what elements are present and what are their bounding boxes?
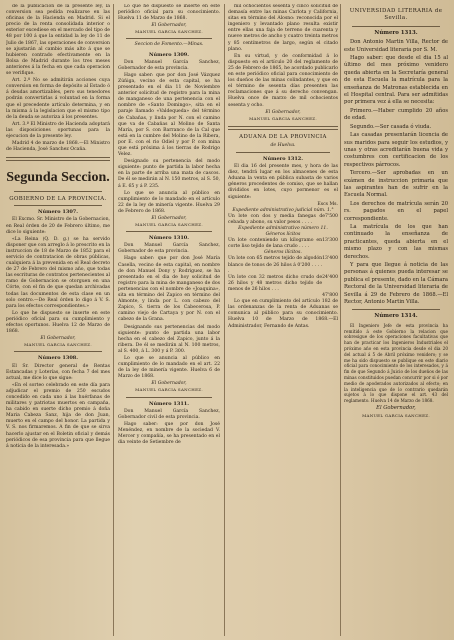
- paragraph: Hago saber: que por don José Vázquez Zúñiga, vecino de esta capital, se ha presentado en el dia 11 de Noviembre anterior solicitud de registro para la mina de manganeso de una pertenencia con el nombre de «Santo Domingo», sita en el paraje llamado «Valdequeda» del término de Cabañas, y linda por N. con el camino que va de Cabañas al Molino de Santa María, por S. con Barranco de la Cal que está en la cumbre del Molino de la Ribera, por E. con el rio Odiel y por P. con mina que está próxima á los tierras de Rodrigo Velez.: [118, 72, 220, 158]
- divider: [126, 38, 212, 39]
- signature-title: El Gobernador,: [151, 23, 187, 29]
- column-2: [118, 4, 220, 636]
- notice-number: Número 1313.: [374, 29, 418, 36]
- notice-number: Número 1310.: [148, 235, 190, 242]
- notice-number: Número 1307.: [37, 209, 79, 216]
- universidad-heading: UNIVERSIDAD LITERARIA de Sevilla.: [349, 8, 443, 22]
- paragraph: Don Manuel García Sanchez, Gobernador de esta provincia.: [118, 59, 220, 71]
- signature-name: MANUEL GARCIA SANCHEZ.: [24, 342, 92, 348]
- column-rule: [113, 4, 114, 636]
- divider: [14, 205, 102, 206]
- column-1: [6, 4, 110, 636]
- paragraph: Lo que se anuncia al público en cumplimiento de lo mandado en el art. 22 de la ley de minería vigente. Huelva 6 de Marzo de 1868.: [118, 355, 220, 380]
- signature-title: El Gobernador,: [376, 405, 416, 411]
- signature-title: El Gobernador,: [151, 381, 187, 387]
- aduana-heading: ADUANA DE LA PROVINCIA: [239, 133, 327, 140]
- signature-name: MANUEL GARCIA SANCHEZ.: [135, 29, 203, 35]
- paragraph: Madrid 4 de marzo de 1868.—El Ministro de Hacienda, José Sanchez Ocaña.: [6, 141, 110, 153]
- paragraph: Designado su pertenencia del modo siguiente: punto de partida la labor hecha en la parte de arriba una mata de cascos. De él se medirán al N. 150 metros, al S. 50, á E. 65 y á P. 235.: [118, 159, 220, 189]
- paragraph: «La Reina (Q. D. g.) se ha servido disponer que con arreglo á lo prescrito en la instruccion de 18 de Marzo de 1852 para el servicio de contratacion de obras públicas, cualquiera á la prevenida en el Real decreto de 27 de Febrero del mismo año, que todas las escrituras de contratos pertenecientes al ramo de Gobernacion se otorguen en una Córte, con el fin de que quedan archivadas todas las documentos de esta clase en un solo centro.—De Real órden lo digo á V. S. para los efectos correspondientes.»: [6, 236, 110, 309]
- lot-text: Un lote con 32 metros dicho crudo de 26 hilos y 48 metros dicho tejido de menos de 26 hilos . . .: [228, 274, 323, 292]
- paragraph: En su virtud, y de conformidad á lo dispuesto en el artículo 20 del reglamento de 25 de Febrero de 1865, he acordado publicarlo en este periódico oficial para conocimiento de los dueños de las minas colindantes, y que en el término de sesenta días presenten las reclamaciones que á su derecho convengan. Huelva once de marzo de mil ochocientos sesenta y ocho.: [228, 53, 338, 108]
- paragraph: El Excmo. Sr. Ministro de la Gobernacion, en Real órden de 20 de Febrero último, me dice lo siguiente:: [6, 217, 110, 235]
- paragraph: Don Antonio Martin Villa, Rector de este Universidad literaria por S. M.: [344, 39, 448, 53]
- column-rule: [340, 4, 341, 636]
- paragraph: «En el sorteo celebrado en este día para adjudicar el premio de 250 escudos concedido en cada uno á las huérfanas de militares y patriotas muertos en campaña, ha cabido en suerte dicho premio á doña Maria Cabeza Sanz, hija de don Juan, muerto en el campo del honor. La partida y V. S. nos firmaremos. A fin de que se sirva hacerlo ajustar en el Boletin oficial y demás periódicos de esa provincia para que llegue á noticia de la interesada.»: [6, 382, 110, 449]
- divider: [14, 191, 102, 192]
- paragraph: El Sr. Director general de Rentas Estancadas y Loterías, con fecha 7 del mes actual, me dice lo que sigue:: [6, 363, 110, 381]
- genre-label: Géneros ilícitos.: [264, 250, 302, 256]
- paragraph: Art. 2.º No se admitirán acciones cuya conversion en forma de depósito al Estado ó á deudas amortizables, pero sus tenedores podrán convertirlas á voluntad en la forma que el precedente artículo determina, y en la misma á la legislacion que el mismo tipo de la deuda se autoriza á los presentes.: [6, 78, 110, 120]
- divider: [6, 157, 110, 161]
- notice-number: Número 1312.: [262, 155, 304, 162]
- paragraph: El dia 16 del presente mes, y hora de las diez, tendrá lugar en los almacenes de esta Aduana la venta en pública subasta de varios géneros procedentes de comiso, que se hallan divididos en lotes, cuyo pormenor es el siguiente:: [228, 164, 338, 200]
- divider: [126, 397, 212, 398]
- escs-label: Escs Ms.: [317, 201, 338, 207]
- divider: [352, 26, 440, 27]
- divider: [352, 309, 440, 310]
- paragraph: Hago saber: que por don José María Casella, vecino de esta capital, en nombre de don Manuel Dony y Rodriguez, se ha presentado en el dia de hoy solicitud de registro para la mina de manganeso de dos pertenencias con el nombre de «Joaquina», sita en término del Zapico en término del Almonte, y linda por L. con cabezo del Zapico, S. tierra de los Cabecerosa, P. camino viejo de Cartaya y por N. con el cabezo de la Grana.: [118, 256, 220, 323]
- paragraph: El Ingeniero Jefe de esta provincia ha remitido á este Gobierno la relacion que sobresigue de los operaciones facultativas que han de practicar los Ingenieros Industriales el próximo año en esta provincia desde el dia 20 del actual á 5 de Abril próximo venidero; y se me ha sido dispuesto se publique en este diario oficial para conocimiento de los interesados, y á fin de que Segundo á Juicio de los dueños de las minas constituidos puedan concurrir por si ó por medio de apoderados autorizados al efecto; en la inteligencia que de lo contrario quedarán sujetos á lo que dispone el art. 43 del reglamento. Huelva 14 de Marzo de 1868.: [344, 322, 448, 404]
- signature-title: El Gobernador,: [265, 109, 301, 115]
- paragraph: Don Manuel García Sanchez, Gobernador de esta provincia.: [118, 243, 220, 255]
- divider: [126, 231, 212, 232]
- notice-number: Número 1308.: [37, 355, 79, 362]
- paragraph: Lo que se anuncia al público en cumplimiento de lo mandado en el artículo 22 de la ley de minería vigente. Huelva 29 de Febrero de 1868.: [118, 190, 220, 214]
- lot-value: 7'500: [325, 213, 338, 219]
- signature-name: MANUEL GARCIA SANCHEZ.: [362, 413, 430, 419]
- column-3: [228, 4, 338, 636]
- paragraph: Las casadas presentarán licencia de sus maridos para seguir los estudios, y unas y otras acreditarán buena vida y costumbres con certificacion de los respectivos párrocos.: [344, 132, 448, 168]
- lot-value: 13'300: [322, 238, 338, 244]
- aduana-place: de Huelva.: [270, 142, 296, 148]
- divider: [14, 351, 102, 352]
- signature-name: MANUEL GARCIA SANCHEZ.: [135, 387, 203, 393]
- paragraph: Los derechos de matrícula serán 20 rs. pagados en el papel correspondiente.: [344, 200, 448, 222]
- notice-number: Número 1314.: [374, 313, 418, 320]
- signature-name: MANUEL GARCIA SANCHEZ.: [135, 222, 203, 228]
- total-value: 47'800: [322, 293, 338, 299]
- expediente-label: Expediente administrativo número 11.: [238, 226, 328, 231]
- paragraph: Lo que en cumplimiento del artículo 182 de las ordenanzas de la renta de Aduanas se comunica al público para su conocimiento. Huelva 10 de Marzo de 1868.—El Administrador, Fernando de Antas.: [228, 299, 338, 329]
- paragraph: Art. 3.º El Ministro de Hacienda adoptará las disposiciones oportunas para la ejecucion de la presente ley.: [6, 121, 110, 139]
- divider: [236, 152, 330, 153]
- paragraph: Hago saber: que desde el dia 15 al último del mes próximo venidero queda abierta en la Secretaría general de esta Escuela la matrícula para la enseñanza de Matronas establecida en el Hospital central. Para ser admitidas por primera vez á ella se necesita:: [344, 55, 448, 106]
- paragraph: La matrícula de los que han continuado la enseñanza de practicantes, queda abierta en el mismo plazo y con las mismas derechos.: [344, 223, 448, 260]
- column-4: [344, 4, 448, 636]
- column-rule: [224, 4, 225, 636]
- divider: [228, 126, 338, 130]
- paragraph: mil ochocientos sesenta y cinco solicitud de demasía entre las minas Carlota y California, sitas en término del Alosno: reconocida por el ingeniero y levantado plano resulta existir entre ellas una faja de terreno de cuarenta y nueve metros de ancho y cuatro treinta metros y 85 centímetros de largo, según el citado plano.: [228, 4, 338, 52]
- lot-row: [228, 238, 338, 250]
- lot-text: Un lote con 65 metros tejido de algodón blanco de tonos de 26 hilos á 0'200 . . . . .: [228, 256, 323, 274]
- lot-row: [228, 275, 338, 293]
- lot-text: Un lote con dos y media fanegas de cebada y abono, su valor pesos . . . .: [228, 213, 326, 225]
- paragraph: Y para que llegue á noticia de las personas á quienes pueda interesar se publica el presente, dado en la Cámara Rectoral de la Universidad literaria de Sevilla á 29 de Febrero de 1868.—El Rector, Antonio Martin Villa.: [344, 262, 448, 306]
- paragraph: Tercero.—Ser aprobadas en un exámen de instruccion primaria que las aspirantes han de sufrir en la Escuela Normal.: [344, 170, 448, 199]
- notice-number: Número 1309.: [148, 51, 190, 58]
- signature-name: MANUEL GARCIA SANCHEZ.: [249, 115, 317, 121]
- lot-value: 24'400: [322, 274, 338, 280]
- paragraph: Don Manuel García Sanchez, Gobernador civil de esta provincia.: [118, 408, 220, 420]
- expediente-label: Expediente administrativo judicial núm. 1.°: [232, 207, 334, 213]
- gobierno-heading: GOBIERNO DE LA PROVINCIA.: [9, 196, 107, 203]
- signature-title: El Gobernador,: [151, 216, 187, 221]
- paragraph: Lo que he dispuesto se inserte en este periódico oficial para su conocimiento. Huelva 11 de Marzo de 1868.: [118, 4, 220, 22]
- paragraph: Primero.—Haber cumplido 20 años de edad.: [344, 107, 448, 122]
- section-title: Segunda Seccion.: [6, 170, 110, 186]
- signature-title: El Gobernador,: [40, 336, 76, 342]
- lot-row: [228, 214, 338, 226]
- paragraph: de la publicacion de la presente ley, la conversion sea pedida realizarse en las oficinas de la Hacienda en Madrid. Si el precio de la renta consolidada interior o exterior excediese en el mercado del tipo de 48 por 100 á que la entidad la ley de 11 de Julio de 1867, las operaciones de conversion se ajustarán al cambio más alto á que se hubieren contrado efectivamente en la Bolsa de Madrid durante los tres meses anteriores á la fecha en que cada operacion se verifique.: [6, 4, 110, 77]
- paragraph: Hago saber: que por don José Menéndez, en nombre de la sociedad V. Mercer y compañía, se ha presentado en el dia veinte de Setiembre de: [118, 421, 220, 446]
- notice-number: Número 1311.: [148, 400, 190, 407]
- lot-value: 13'400: [322, 256, 338, 262]
- paragraph: Lo que he dispuesto se inserte en este periódico oficial para su cumplimiento y efectos oportunos. Huelva 12 de Marzo de 1868.: [6, 310, 110, 335]
- lot-row: [228, 256, 338, 274]
- lot-text: Un lote conteniendo un kilogramo en corte liso tejido de lana crudo . . . .: [228, 238, 323, 250]
- paragraph: Segundo.—Ser casada ó viuda.: [350, 123, 432, 130]
- paragraph: Designando sus pertenencias del modo siguiente: punto de partida una labor hecha en el cabezo del Zapico, junto á la ribera. De él se medirán al N. 100 metros, al S. 400, á L. 300 y á P. 300.: [118, 324, 220, 354]
- fomento-heading: Seccion de Fomento.—Minas.: [134, 42, 204, 48]
- genre-label: Géneros lícitos: [265, 232, 301, 238]
